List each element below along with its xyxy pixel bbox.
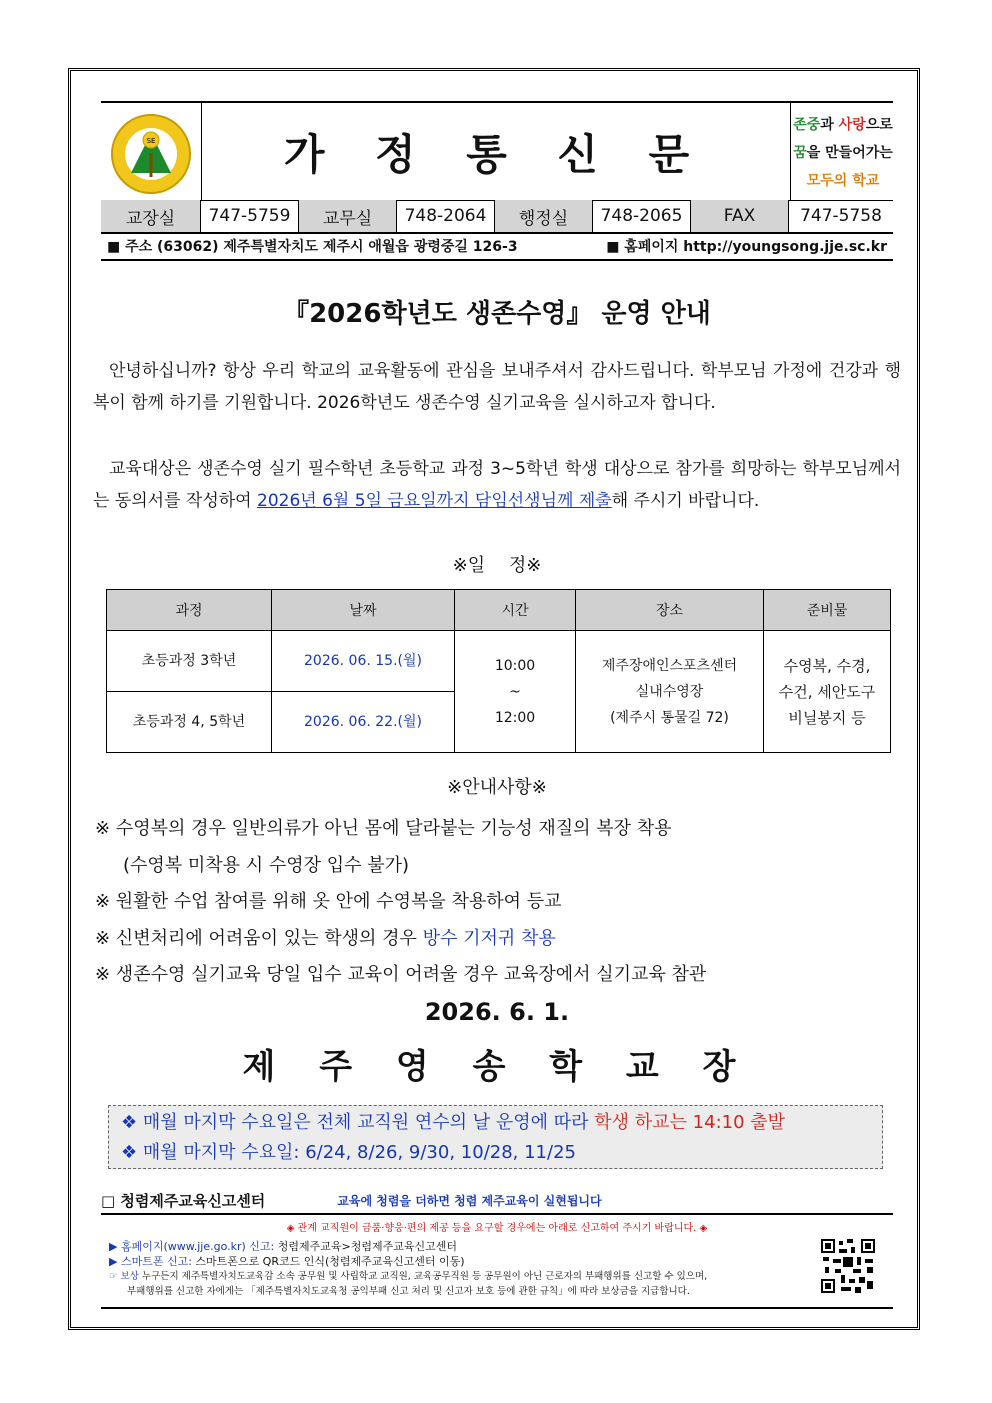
motto-word-love: 사랑 [838,117,866,133]
page-border [68,68,920,1330]
time-start: 10:00 [494,657,536,674]
title-cell [201,103,791,200]
phone-value: 747-5759 [201,200,299,232]
notice-item: ※ 수영복의 경우 일반의류가 아닌 몸에 달라붙는 기능성 재질의 복장 착용 [95,818,672,839]
table-row [107,631,891,692]
principal-signature: 제 주 영 송 학 교 장 [242,1047,752,1087]
report-web-text: 청렴제주교육>청렴제주교육신고센터 [274,1240,457,1253]
place-line: (제주시 통물길 72) [610,709,729,726]
notice-item: ※ 생존수영 실기교육 당일 입수 교육이 어려울 경우 교육장에서 실기교육 참관 [95,964,707,985]
col-header: 과정 [107,590,272,631]
col-header: 장소 [576,590,764,631]
notice-text: ※ 신변처리에 어려움이 있는 학생의 경우 [95,927,423,949]
phone-value: 748-2065 [593,200,691,232]
letterhead [101,101,893,233]
notice-item: ※ 원활한 수업 참여를 위해 옷 안에 수영복을 착용하여 등교 [95,891,562,912]
report-info [109,1239,809,1299]
motto-line3: 모두의 학교 [806,173,880,189]
course-cell: 초등과정 4, 5학년 [107,692,272,753]
col-header: 시간 [455,590,576,631]
wednesday-notice-box [108,1105,883,1169]
supplies-cell [764,631,891,753]
integrity-center-title: □ 청렴제주교육신고센터 [101,1191,266,1210]
target-paragraph [93,453,901,517]
letterhead-top [101,103,893,201]
phone-row [101,200,893,234]
paragraph-1: 안녕하십니까? 항상 우리 학교의 교육활동에 관심을 보내주셔서 감사드립니다. 학부모님 가정에 건강과 행복이 함께 하기를 기원합니다. 2026학년도 생존수영 실기교육을 실시하고자 합니다. [93,361,901,413]
notice-highlight: 방수 기저귀 착용 [422,927,556,949]
integrity-center-header [101,1187,893,1215]
course-cell: 초등과정 3학년 [107,631,272,692]
paragraph-2-end: 해 주시기 바랍니다. [611,491,760,511]
supplies-line: 수영복, 수경, [783,656,871,675]
report-web-label[interactable]: ▶ 홈페이지(www.jje.go.kr) 신고: [109,1240,275,1253]
report-phone-label: ▶ 스마트폰 신고: [109,1255,192,1268]
place-line: 제주장애인스포츠센터 [601,657,738,674]
notice-item [95,921,893,958]
box-line [121,1108,882,1138]
motto-word-dream: 꿈 [793,145,807,161]
box-highlight: 학생 하교는 14:10 출발 [594,1112,786,1133]
place-cell [576,631,764,753]
phone-label: 교무실 [299,200,397,232]
logo-cell [101,103,202,200]
reward-text: 누구든지 제주특별자치도교육감 소속 공무원 및 사립학교 교직원, 교육공무직원 등 공무원이 아닌 근로자의 부패행위를 신고할 수 있으며, [138,1271,708,1282]
supplies-line: 비닐봉지 등 [788,708,866,727]
notice-list [95,811,893,994]
homepage-link[interactable]: ■ 홈페이지 http://youngsong.jje.sc.kr [606,239,887,255]
fax-label: FAX [691,200,789,232]
time-end: 12:00 [494,709,536,726]
phone-label: 교장실 [101,200,201,232]
motto-text: 으로 [865,117,893,133]
motto-text: 과 [820,117,839,133]
date-cell: 2026. 06. 15.(월) [272,631,455,692]
time-separator: ~ [509,683,521,700]
integrity-slogan: 교육에 청렴을 더하면 청렴 제주교육이 실현됩니다 [337,1193,602,1208]
box-line: ❖ 매월 마지막 수요일: 6/24, 8/26, 9/30, 10/28, 11/25 [121,1142,576,1163]
fax-value: 747-5758 [800,206,882,226]
deadline-highlight: 2026년 6월 5일 금요일까지 담임선생님께 제출 [257,491,612,511]
footer-divider [101,1307,893,1309]
report-phone-text: 스마트폰으로 QR코드 인식(청렴제주교육신고센터 이동) [191,1255,465,1268]
place-line: 실내수영장 [635,683,704,700]
logo-mark: SE [146,137,156,145]
reward-text-2: 부패행위를 신고한 자에게는 「제주특별자치도교육청 공익부패 신고 처리 및 신고자 보호 등에 관한 규칙」에 따라 보상금을 지급합니다. [127,1286,690,1297]
paragraph-2-text: 교육대상은 생존수영 실기 필수학년 초등학교 과정 3~5학년 학생 대상으로 참가를 희망하는 학부모님께서는 동의서를 작성하여 [93,459,901,511]
schedule-heading: ※일 정※ [452,555,542,576]
date-cell: 2026. 06. 22.(월) [272,692,455,753]
intro-paragraph [93,355,901,419]
phone-value: 748-2064 [397,200,495,232]
qr-code-icon[interactable] [819,1237,877,1301]
newsletter-title: 가 정 통 신 문 [283,129,708,179]
notice-item-sub: (수영복 미착용 시 수영장 입수 불가) [123,854,410,876]
schedule-table [106,589,891,753]
address: ■ 주소 (63062) 제주특별자치도 제주시 애월읍 광령중길 126-3 [107,239,518,255]
motto-text: 을 만들어가는 [806,145,893,161]
col-header: 날짜 [272,590,455,631]
school-logo-icon [105,113,197,195]
document-title: 『2026학년도 생존수영』 운영 안내 [283,299,711,329]
col-header: 준비물 [764,590,891,631]
motto-word-respect: 존중 [793,117,821,133]
supplies-line: 수건, 세안도구 [778,682,876,701]
box-text: ❖ 매월 마지막 수요일은 전체 교직원 연수의 날 운영에 따라 [121,1112,595,1133]
notice-heading: ※안내사항※ [447,777,547,798]
report-warning: ◈ 관계 교직원이 금품·향응·편의 제공 등을 요구할 경우에는 아래로 신고하여 주시기 바랍니다. ◈ [286,1223,708,1234]
address-line [101,233,893,261]
reward-label: ☞ 보상 [109,1271,139,1282]
issue-date: 2026. 6. 1. [424,998,570,1026]
time-cell [455,631,576,753]
page-content [93,71,901,1327]
phone-label: 행정실 [495,200,593,232]
school-motto [793,111,893,195]
